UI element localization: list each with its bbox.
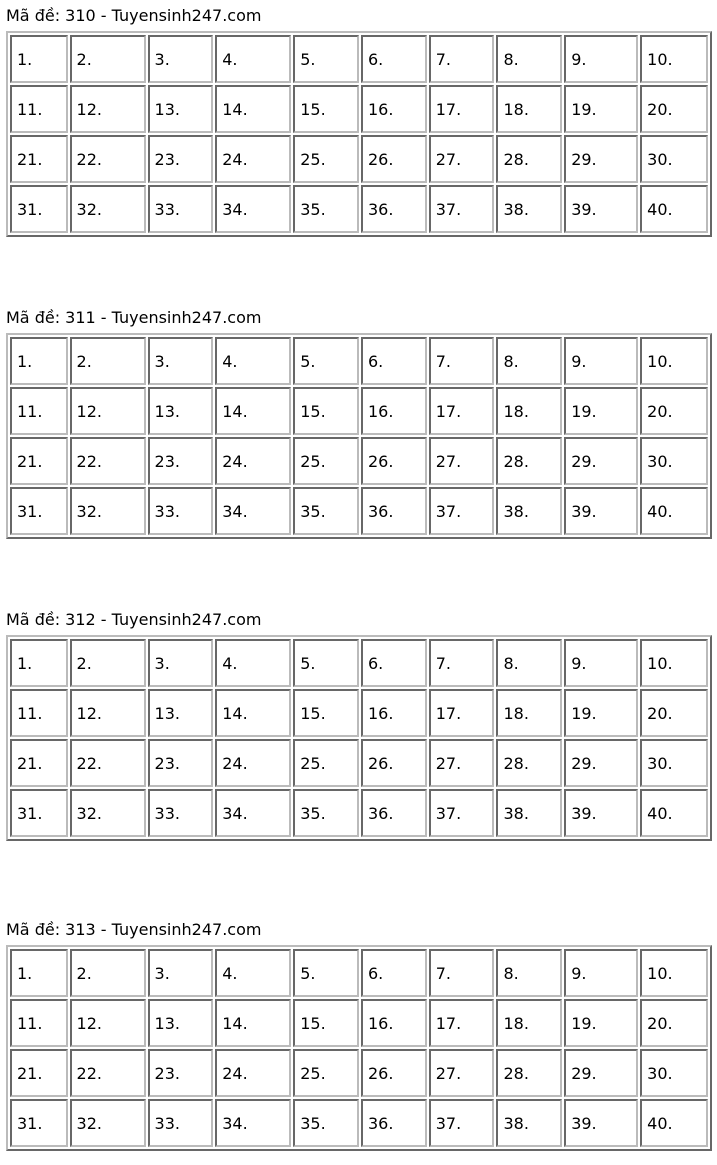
answer-cell: 17.	[429, 689, 495, 737]
answer-cell: 24.	[215, 1049, 291, 1097]
answer-cell: 30.	[640, 437, 708, 485]
answer-cell: 36.	[361, 1099, 427, 1147]
answer-cell: 37.	[429, 185, 495, 233]
answer-cell: 34.	[215, 1099, 291, 1147]
answer-cell: 14.	[215, 999, 291, 1047]
answer-cell: 33.	[148, 1099, 214, 1147]
table-row	[10, 35, 708, 83]
answer-cell: 14.	[215, 85, 291, 133]
answer-cell: 27.	[429, 135, 495, 183]
table-row	[10, 1099, 708, 1147]
answer-cell: 17.	[429, 387, 495, 435]
answer-cell: 35.	[293, 185, 359, 233]
answer-cell: 10.	[640, 35, 708, 83]
answer-cell: 16.	[361, 999, 427, 1047]
answer-cell: 19.	[564, 999, 638, 1047]
answer-cell: 2.	[70, 639, 146, 687]
answer-cell: 6.	[361, 639, 427, 687]
answer-cell: 31.	[10, 789, 68, 837]
answer-cell: 28.	[496, 1049, 562, 1097]
answer-cell: 35.	[293, 487, 359, 535]
answer-cell: 26.	[361, 135, 427, 183]
answer-cell: 1.	[10, 639, 68, 687]
answer-cell: 11.	[10, 689, 68, 737]
table-row	[10, 135, 708, 183]
answer-cell: 5.	[293, 639, 359, 687]
answer-cell: 10.	[640, 949, 708, 997]
answer-cell: 36.	[361, 487, 427, 535]
answer-cell: 18.	[496, 85, 562, 133]
answer-cell: 22.	[70, 1049, 146, 1097]
answer-cell: 28.	[496, 437, 562, 485]
answer-cell: 3.	[148, 949, 214, 997]
answer-cell: 36.	[361, 789, 427, 837]
answer-cell: 21.	[10, 739, 68, 787]
table-row	[10, 739, 708, 787]
answer-cell: 34.	[215, 789, 291, 837]
answer-cell: 11.	[10, 999, 68, 1047]
answer-cell: 36.	[361, 185, 427, 233]
answer-cell: 15.	[293, 387, 359, 435]
answer-cell: 8.	[496, 639, 562, 687]
exam-block-311	[6, 308, 712, 539]
answer-cell: 15.	[293, 689, 359, 737]
answer-cell: 24.	[215, 437, 291, 485]
answer-cell: 33.	[148, 185, 214, 233]
answer-cell: 19.	[564, 689, 638, 737]
answer-cell: 13.	[148, 689, 214, 737]
answer-grid	[6, 31, 712, 237]
answer-cell: 30.	[640, 1049, 708, 1097]
exam-code-title: Mã đề: 312 - Tuyensinh247.com	[6, 610, 262, 629]
answer-cell: 30.	[640, 739, 708, 787]
answer-cell: 22.	[70, 437, 146, 485]
answer-cell: 13.	[148, 85, 214, 133]
answer-cell: 30.	[640, 135, 708, 183]
answer-cell: 24.	[215, 135, 291, 183]
answer-cell: 19.	[564, 85, 638, 133]
answer-cell: 25.	[293, 135, 359, 183]
exam-code-title: Mã đề: 310 - Tuyensinh247.com	[6, 6, 262, 25]
answer-cell: 31.	[10, 185, 68, 233]
answer-cell: 9.	[564, 949, 638, 997]
answer-cell: 12.	[70, 999, 146, 1047]
answer-cell: 4.	[215, 949, 291, 997]
answer-cell: 25.	[293, 739, 359, 787]
answer-cell: 21.	[10, 1049, 68, 1097]
answer-cell: 39.	[564, 1099, 638, 1147]
answer-grid	[6, 333, 712, 539]
answer-cell: 28.	[496, 739, 562, 787]
answer-cell: 22.	[70, 135, 146, 183]
answer-cell: 16.	[361, 387, 427, 435]
answer-cell: 7.	[429, 949, 495, 997]
exam-block-313	[6, 920, 712, 1151]
answer-cell: 2.	[70, 35, 146, 83]
answer-cell: 10.	[640, 639, 708, 687]
table-row	[10, 85, 708, 133]
answer-cell: 5.	[293, 337, 359, 385]
answer-cell: 1.	[10, 35, 68, 83]
answer-cell: 4.	[215, 337, 291, 385]
table-row	[10, 949, 708, 997]
answer-cell: 37.	[429, 789, 495, 837]
answer-cell: 20.	[640, 999, 708, 1047]
answer-cell: 40.	[640, 487, 708, 535]
answer-cell: 11.	[10, 85, 68, 133]
answer-cell: 8.	[496, 337, 562, 385]
answer-grid	[6, 635, 712, 841]
answer-cell: 6.	[361, 337, 427, 385]
table-row	[10, 185, 708, 233]
answer-cell: 23.	[148, 1049, 214, 1097]
answer-cell: 33.	[148, 487, 214, 535]
answer-cell: 37.	[429, 487, 495, 535]
answer-cell: 23.	[148, 437, 214, 485]
answer-cell: 7.	[429, 35, 495, 83]
table-row	[10, 789, 708, 837]
answer-cell: 25.	[293, 1049, 359, 1097]
answer-cell: 39.	[564, 789, 638, 837]
answer-cell: 12.	[70, 387, 146, 435]
answer-cell: 26.	[361, 1049, 427, 1097]
exam-code-title: Mã đề: 313 - Tuyensinh247.com	[6, 920, 262, 939]
answer-cell: 15.	[293, 999, 359, 1047]
answer-cell: 11.	[10, 387, 68, 435]
answer-cell: 12.	[70, 689, 146, 737]
answer-cell: 22.	[70, 739, 146, 787]
answer-cell: 8.	[496, 35, 562, 83]
answer-cell: 26.	[361, 739, 427, 787]
answer-cell: 14.	[215, 387, 291, 435]
answer-cell: 5.	[293, 949, 359, 997]
answer-cell: 26.	[361, 437, 427, 485]
answer-cell: 4.	[215, 35, 291, 83]
answer-cell: 9.	[564, 35, 638, 83]
answer-cell: 3.	[148, 337, 214, 385]
answer-cell: 34.	[215, 185, 291, 233]
answer-cell: 4.	[215, 639, 291, 687]
exam-block-310	[6, 6, 712, 237]
answer-cell: 20.	[640, 85, 708, 133]
answer-cell: 13.	[148, 999, 214, 1047]
answer-cell: 3.	[148, 639, 214, 687]
table-row	[10, 639, 708, 687]
answer-cell: 33.	[148, 789, 214, 837]
answer-cell: 35.	[293, 1099, 359, 1147]
answer-cell: 21.	[10, 135, 68, 183]
answer-cell: 29.	[564, 739, 638, 787]
answer-cell: 17.	[429, 85, 495, 133]
answer-cell: 5.	[293, 35, 359, 83]
answer-cell: 28.	[496, 135, 562, 183]
table-row	[10, 999, 708, 1047]
answer-cell: 16.	[361, 689, 427, 737]
table-row	[10, 689, 708, 737]
table-row	[10, 487, 708, 535]
answer-cell: 6.	[361, 949, 427, 997]
answer-cell: 34.	[215, 487, 291, 535]
answer-cell: 23.	[148, 135, 214, 183]
answer-cell: 37.	[429, 1099, 495, 1147]
exam-block-312	[6, 610, 712, 841]
answer-cell: 24.	[215, 739, 291, 787]
answer-cell: 13.	[148, 387, 214, 435]
answer-cell: 2.	[70, 337, 146, 385]
answer-cell: 1.	[10, 337, 68, 385]
answer-cell: 39.	[564, 185, 638, 233]
answer-cell: 7.	[429, 337, 495, 385]
answer-cell: 16.	[361, 85, 427, 133]
table-row	[10, 1049, 708, 1097]
answer-grid	[6, 945, 712, 1151]
answer-cell: 27.	[429, 1049, 495, 1097]
answer-cell: 15.	[293, 85, 359, 133]
table-row	[10, 437, 708, 485]
answer-cell: 10.	[640, 337, 708, 385]
answer-cell: 38.	[496, 789, 562, 837]
answer-cell: 31.	[10, 487, 68, 535]
answer-cell: 35.	[293, 789, 359, 837]
table-row	[10, 387, 708, 435]
answer-cell: 23.	[148, 739, 214, 787]
answer-cell: 19.	[564, 387, 638, 435]
answer-cell: 38.	[496, 487, 562, 535]
answer-cell: 20.	[640, 689, 708, 737]
answer-cell: 7.	[429, 639, 495, 687]
answer-cell: 1.	[10, 949, 68, 997]
answer-cell: 32.	[70, 1099, 146, 1147]
answer-cell: 25.	[293, 437, 359, 485]
answer-cell: 38.	[496, 1099, 562, 1147]
answer-cell: 29.	[564, 437, 638, 485]
answer-cell: 40.	[640, 789, 708, 837]
answer-cell: 32.	[70, 487, 146, 535]
answer-cell: 12.	[70, 85, 146, 133]
answer-cell: 29.	[564, 135, 638, 183]
answer-cell: 21.	[10, 437, 68, 485]
answer-cell: 27.	[429, 739, 495, 787]
answer-cell: 31.	[10, 1099, 68, 1147]
answer-cell: 14.	[215, 689, 291, 737]
answer-cell: 27.	[429, 437, 495, 485]
answer-cell: 2.	[70, 949, 146, 997]
answer-cell: 40.	[640, 185, 708, 233]
answer-cell: 3.	[148, 35, 214, 83]
answer-cell: 9.	[564, 639, 638, 687]
answer-cell: 32.	[70, 789, 146, 837]
answer-cell: 32.	[70, 185, 146, 233]
answer-cell: 8.	[496, 949, 562, 997]
answer-cell: 18.	[496, 387, 562, 435]
answer-cell: 20.	[640, 387, 708, 435]
answer-cell: 17.	[429, 999, 495, 1047]
answer-cell: 29.	[564, 1049, 638, 1097]
answer-cell: 18.	[496, 689, 562, 737]
answer-cell: 9.	[564, 337, 638, 385]
answer-cell: 38.	[496, 185, 562, 233]
answer-cell: 40.	[640, 1099, 708, 1147]
answer-cell: 39.	[564, 487, 638, 535]
exam-code-title: Mã đề: 311 - Tuyensinh247.com	[6, 308, 262, 327]
answer-cell: 6.	[361, 35, 427, 83]
table-row	[10, 337, 708, 385]
answer-cell: 18.	[496, 999, 562, 1047]
